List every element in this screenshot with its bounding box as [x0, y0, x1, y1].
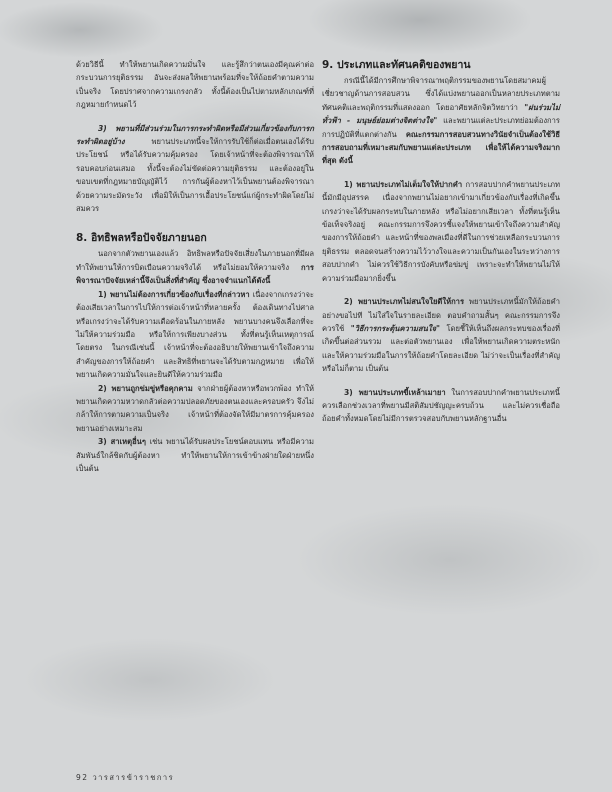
right-paragraph-1 — [322, 74, 560, 168]
right-paragraph-3 — [322, 295, 560, 375]
spacer — [322, 376, 560, 386]
spacer — [76, 112, 314, 122]
journal-name: วารสารข้าราชการ — [92, 773, 175, 782]
witness-category-2-lead: 2) พยานประเภทไม่สนใจใยดีให้การ — [344, 297, 465, 307]
left-paragraph-6 — [76, 435, 314, 475]
factor-3-body: เช่น พยานได้รับผลประโยชน์ตอบแทน หรือมีความสัมพันธ์ใกล้ชิดกับผู้ต้องหา ทำให้พยานให้การเข้าข้างฝ่ายใดฝ่ายหนึ่ง เป็นต้น — [76, 437, 314, 473]
right-paragraph-4 — [322, 386, 560, 426]
section-8-intro: นอกจากตัวพยานเองแล้ว อิทธิพลหรือปัจจัยเสี่ยงในภายนอกที่มีผลทำให้พยานให้การบิดเบือนความจริงได้ หรือไม่ยอมให้ความจริง — [76, 249, 314, 272]
right-column — [322, 58, 560, 426]
left-column — [76, 58, 314, 475]
witness-category-1-lead: 1) พยานประเภทไม่เต็มใจให้ปากคำ — [344, 179, 463, 189]
page-footer — [76, 772, 174, 784]
left-paragraph-1: ด้วยวิธีนี้ ทำให้พยานเกิดความมั่นใจ และรู้สึกว่าตนเองมีคุณค่าต่อกระบวนการยุติธรรม อันจะส่งผลให้พยานพร้อมที่จะให้ถ้อยคำตามความเป็นจริง โดยปราศจากความเกรงกลัว ทั้งนี้ต้องเป็นไปตามหลักเกณฑ์ที่กฎหมายกำหนดไว้ — [76, 60, 314, 110]
spacer — [322, 285, 560, 295]
factor-2-lead: 2) พยานถูกข่มขู่หรือคุกคาม — [98, 383, 193, 393]
right-paragraph-2 — [322, 178, 560, 285]
left-paragraph-2 — [76, 122, 314, 216]
section-9-intro-tail: และพยานแต่ละประเภทย่อมต้องการการปฏิบัติที่แตกต่างกัน — [322, 116, 560, 139]
factor-1-lead: 1) พยานไม่ต้องการเกี่ยวข้องกับเรื่องที่กล่าวหา — [98, 289, 250, 299]
section-9-heading: 9. ประเภทและทัศนคติของพยาน — [322, 59, 471, 71]
spacer — [322, 168, 560, 178]
witness-category-1-body: การสอบปากคำพยานประเภทนี้มักมีอุปสรรค เนื่องจากพยานไม่อยากเข้ามาเกี่ยวข้องกับเรื่องที่เกิดขึ้น เกรงว่าจะได้รับผลกระทบในภายหลัง หรือไม่อยากเสียเวลา ทั้งที่ตนรู้เห็นข้อเท็จจริงอยู่ คณะกรรมการจึงควรชี้แจงให้พยานเข้าใจถึงความสำคัญของการให้ถ้อยคำ และหน้าที่ของพลเมืองที่ดีในการช่วยเหลือกระบวนการยุติธรรม ตลอดจนสร้างความไว้วางใจและความเป็นกันเองในระหว่างการสอบปากคำ ไม่ควรใช้วิธีการบังคับหรือข่มขู่ เพราะจะทำให้พยานไม่ให้ความร่วมมือมากยิ่งขึ้น — [322, 179, 560, 283]
factor-2-body: จากฝ่ายผู้ต้องหาหรือพวกพ้อง ทำให้พยานเกิดความหวาดกลัวต่อความปลอดภัยของตนเองและครอบครัว จึงไม่กล้าให้การตามความเป็นจริง เจ้าหน้าที่ต้องจัดให้มีมาตรการคุ้มครองพยานอย่างเหมาะสม — [76, 383, 314, 433]
section-8-heading: 8. อิทธิพลหรือปัจจัยภายนอก — [76, 232, 207, 245]
section-9-quote: "ฝนร่วมไม่ทั่วฟ้า - มนุษย์ย่อมต่างจิตต่างใจ" — [322, 102, 560, 126]
factor-3-lead: 3) สาเหตุอื่นๆ — [98, 437, 146, 447]
section-9-intro: กรณีนี้ได้มีการศึกษาพิจารณาพฤติกรรมของพยานโดยสมาคมผู้เชี่ยวชาญด้านการสอบสวน ซึ่งได้แบ่งพยานออกเป็นหลายประเภทตามทัศนคติและพฤติกรรมที่แสดงออก โดยอาศัยหลักจิตวิทยาว่า — [322, 76, 560, 112]
left-paragraph-4 — [76, 288, 314, 382]
section-9-intro-end: ดังนี้ — [339, 156, 353, 166]
section-9-intro-bold: คณะกรรมการสอบสวนทางวินัยจำเป็นต้องใช้วิธีการสอบถามที่เหมาะสมกับพยานแต่ละประเภท เพื่อให้ได้ความจริงมากที่สุด — [322, 129, 560, 166]
witness-type-3-lead: 3) พยานที่มีส่วนร่วมในการกระทำผิดหรือมีส่วนเกี่ยวข้องกับการกระทำผิดอยู่บ้าง — [76, 123, 314, 147]
witness-category-2-quote: "วิธีการกระตุ้นความสนใจ" — [350, 323, 440, 333]
left-paragraph-5 — [76, 382, 314, 436]
witness-type-3-body: พยานประเภทนี้จะให้การรับใช้ก็ต่อเมื่อตนเองได้รับประโยชน์ หรือได้รับความคุ้มครอง โดยเจ้าหน้าที่จะต้องพิจารณาให้รอบคอบก่อนเสมอ ทั้งนี้จะต้องไม่ขัดต่อความยุติธรรม และต้องอยู่ในขอบเขตที่กฎหมายบัญญัติไว้ การกันผู้ต้องหาไว้เป็นพยานต้องพิจารณาด้วยความระมัดระวัง เพื่อมิให้เป็นการเอื้อประโยชน์แก่ผู้กระทำผิดโดยไม่สมควร — [76, 137, 314, 214]
witness-category-3-lead: 3) พยานประเภทขี้เหล้าเมายา — [344, 387, 446, 397]
spacer — [76, 215, 314, 225]
left-paragraph-3 — [76, 247, 314, 287]
witness-category-3-body: ในการสอบปากคำพยานประเภทนี้ควรเลือกช่วงเวลาที่พยานมีสติสัมปชัญญะครบถ้วน และไม่ควรเชื่อถือถ้อยคำทั้งหมดโดยไม่มีการตรวจสอบกับพยานหลักฐานอื่น — [322, 387, 560, 424]
section-8-intro-bold: การพิจารณาปัจจัยเหล่านี้จึงเป็นสิ่งที่สำคัญ ซึ่งอาจจำแนกได้ดังนี้ — [76, 262, 314, 286]
page-number: 92 — [76, 773, 89, 782]
witness-category-2-body: พยานประเภทนี้มักให้ถ้อยคำอย่างขอไปที ไม่ใส่ใจในรายละเอียด ตอบคำถามสั้นๆ คณะกรรมการจึงควรใช้ — [322, 297, 560, 333]
witness-category-2-tail: โดยชี้ให้เห็นถึงผลกระทบของเรื่องที่เกิดขึ้นต่อส่วนรวม และต่อตัวพยานเอง เพื่อให้พยานเกิดความตระหนักและให้ความร่วมมือในการให้ถ้อยคำโดยละเอียด ไม่ว่าจะเป็นเรื่องที่สำคัญหรือไม่ก็ตาม เป็นต้น — [322, 323, 560, 374]
factor-1-body: เนื่องจากเกรงว่าจะต้องเสียเวลาในการไปให้การต่อเจ้าหน้าที่หลายครั้ง ต้องเดินทางไปศาล หรือเกรงว่าจะได้รับความเดือดร้อนในภายหลัง พยานบางคนจึงเลือกที่จะไม่ให้ความร่วมมือ หรือให้การเพียงบางส่วน ทั้งที่ตนรู้เห็นเหตุการณ์โดยตรง ในกรณีเช่นนี้ เจ้าหน้าที่จะต้องอธิบายให้พยานเข้าใจถึงความสำคัญของการให้ถ้อยคำ และสิทธิที่พยานจะได้รับตามกฎหมาย เพื่อให้พยานเกิดความมั่นใจและยินดีให้ความร่วมมือ — [76, 289, 314, 380]
